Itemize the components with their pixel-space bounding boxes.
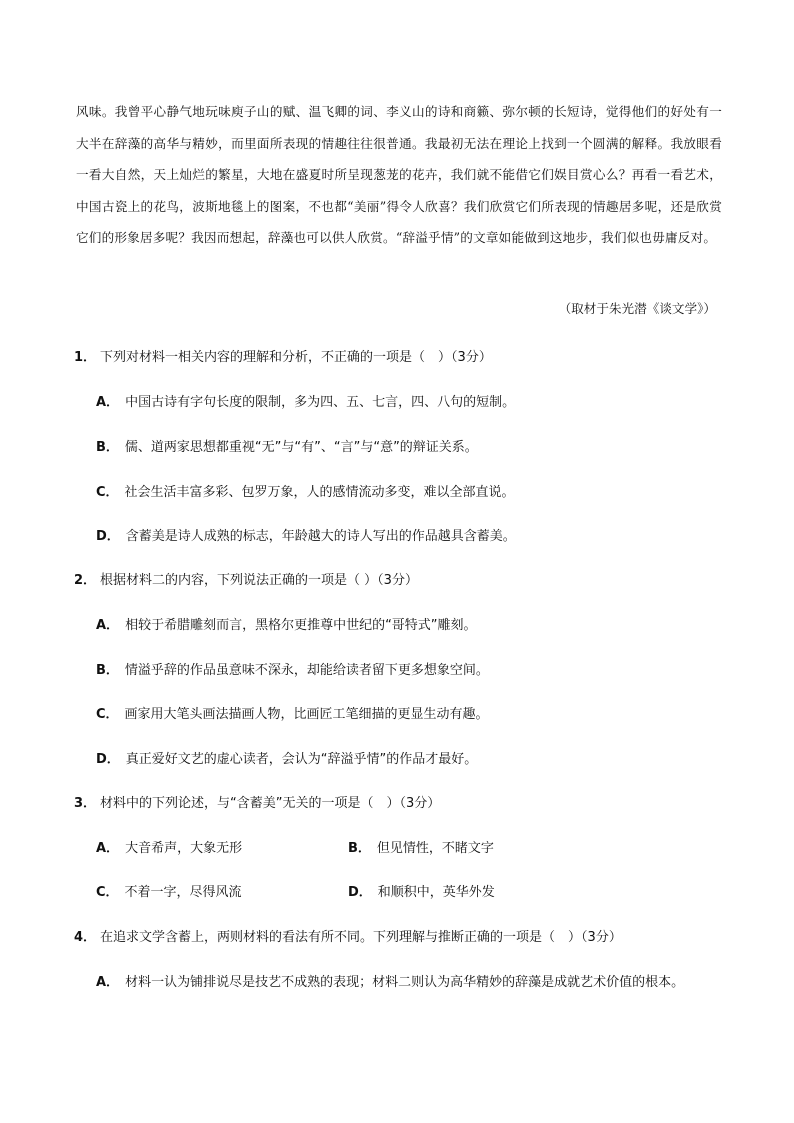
option-letter: C． [96, 885, 119, 900]
option-text: 和顺积中，英华外发 [377, 885, 495, 900]
option-letter: C． [96, 485, 119, 500]
question-3-stem [74, 792, 440, 811]
question-number: 3． [74, 796, 97, 811]
option-text: 大音希声，大象无形 [125, 841, 243, 856]
question-3-option-d [348, 881, 495, 900]
question-3-option-a [96, 837, 242, 856]
option-letter: C． [96, 707, 119, 722]
passage-text: 风味。我曾平心静气地玩味庾子山的赋、温飞卿的词、李义山的诗和商籁、弥尔顿的长短诗，觉得他们的好处有一大半在辞藻的高华与精妙，而里面所表现的情趣往往很普通。我最初无法在理论上找到一个圆满的解释。我放眼看一看大自然，天上灿烂的繁星，大地在盛夏时所呈现葱茏的花卉，我们就不能借它们娱目赏心么？再看一看艺术，中国古瓷上的花鸟，波斯地毯上的图案，不也都“美丽”得令人欣喜？我们欣赏它们所表现的情趣居多呢，还是欣赏它们的形象居多呢？我因而想起，辞藻也可以供人欣赏。“辞溢乎情”的文章如能做到这地步，我们似也毋庸反对。 [76, 104, 722, 246]
question-2-option-a [96, 614, 477, 633]
question-1-stem [74, 346, 492, 365]
question-3-option-c [96, 881, 242, 900]
question-number: 1． [74, 350, 97, 365]
option-letter: A． [96, 618, 120, 633]
option-text: 儒、道两家思想都重视“无”与“有”、“言”与“意”的辩证关系。 [124, 440, 478, 455]
question-text: 在追求文学含蓄上，两则材料的看法有所不同。下列理解与推断正确的一项是（ ）（3分） [100, 930, 622, 945]
question-number: 4． [74, 930, 97, 945]
option-letter: A． [96, 841, 120, 856]
option-text: 中国古诗有字句长度的限制，多为四、五、七言，四、八句的短制。 [125, 395, 516, 410]
option-text: 画家用大笔头画法描画人物，比画匠工笔细描的更显生动有趣。 [124, 707, 489, 722]
option-text: 情溢乎辞的作品虽意味不深永，却能给读者留下更多想象空间。 [124, 663, 489, 678]
option-text: 但见情性，不睹文字 [376, 841, 494, 856]
option-letter: A． [96, 395, 120, 410]
option-letter: B． [96, 440, 119, 455]
question-4-stem [74, 926, 622, 945]
option-letter: D． [96, 529, 120, 544]
question-1-option-c [96, 481, 515, 500]
question-2-option-c [96, 703, 489, 722]
option-text: 相较于希腊雕刻而言，黑格尔更推尊中世纪的“哥特式”雕刻。 [125, 618, 477, 633]
question-text: 下列对材料一相关内容的理解和分析，不正确的一项是（ ）（3分） [100, 350, 492, 365]
question-text: 材料中的下列论述，与“含蓄美”无关的一项是（ ）（3分） [100, 796, 441, 811]
option-text: 社会生活丰富多彩、包罗万象，人的感情流动多变，难以全部直说。 [124, 485, 515, 500]
option-text: 材料一认为铺排说尽是技艺不成熟的表现；材料二则认为高华精妙的辞藻是成就艺术价值的根本。 [125, 975, 685, 990]
option-letter: D． [96, 752, 120, 767]
option-letter: B． [96, 663, 119, 678]
option-text: 不着一字，尽得风流 [124, 885, 242, 900]
question-2-option-b [96, 659, 489, 678]
option-text: 含蓄美是诗人成熟的标志，年龄越大的诗人写出的作品越具含蓄美。 [125, 529, 516, 544]
question-2-option-d [96, 748, 477, 767]
passage-source: （取材于朱光潜《谈文学》） [558, 301, 716, 316]
option-text: 真正爱好文艺的虚心读者，会认为“辞溢乎情”的作品才最好。 [125, 752, 478, 767]
question-number: 2． [74, 573, 97, 588]
option-letter: A． [96, 975, 120, 990]
question-4-option-a [96, 971, 684, 990]
question-1-option-d [96, 525, 516, 544]
question-3-option-b [348, 837, 494, 856]
question-1-option-a [96, 391, 515, 410]
question-1-option-b [96, 436, 478, 455]
option-letter: D． [348, 885, 372, 900]
question-2-stem [74, 569, 418, 588]
option-letter: B． [348, 841, 371, 856]
question-text: 根据材料二的内容，下列说法正确的一项是（ ）（3分） [100, 573, 418, 588]
